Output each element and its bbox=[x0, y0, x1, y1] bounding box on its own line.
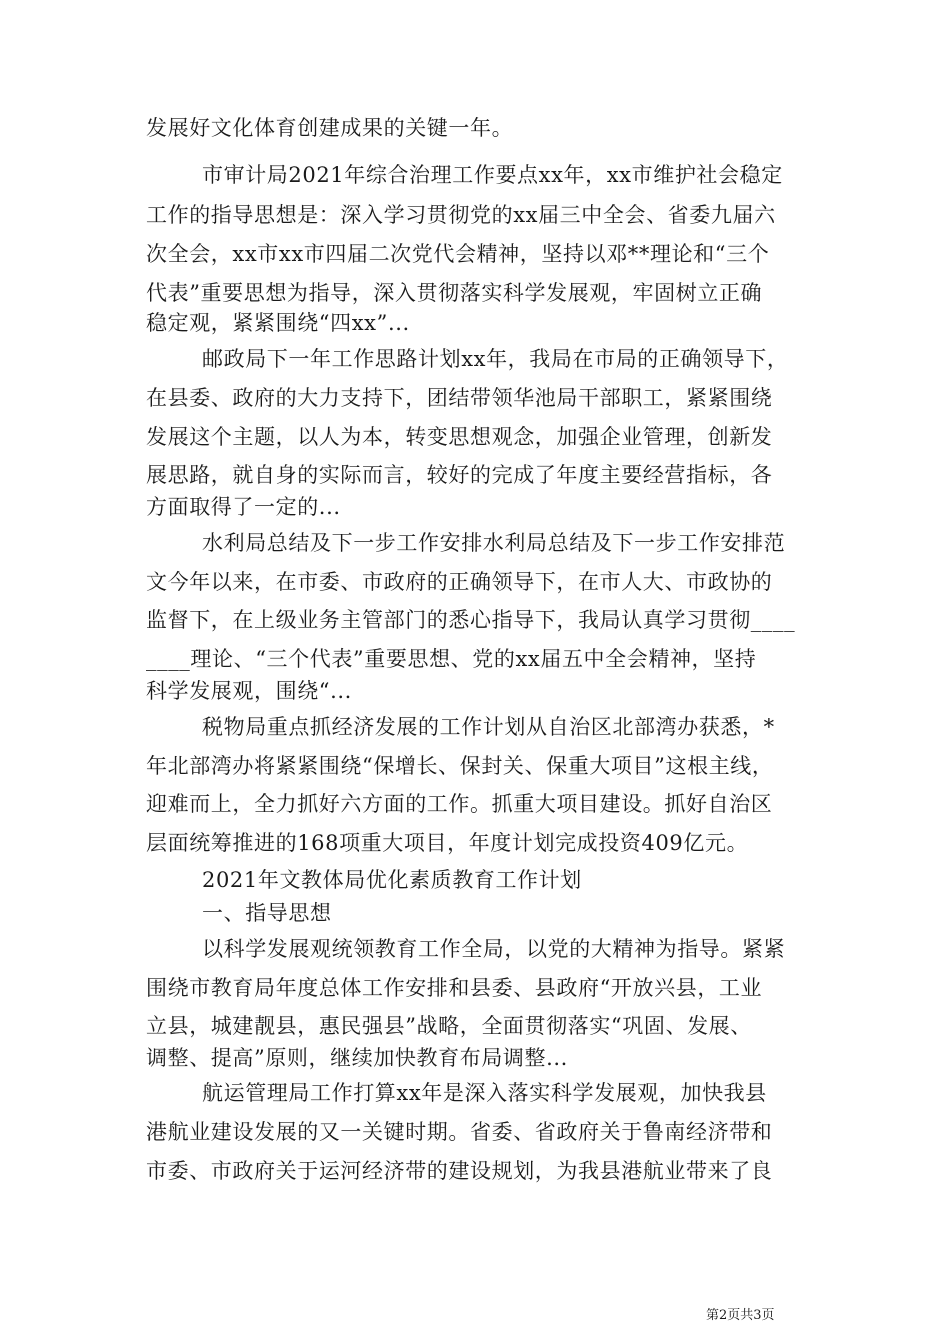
text-line: 在县委、政府的大力支持下，团结带领华池局干部职工，紧紧围绕 bbox=[146, 386, 773, 410]
text-line: 代表”重要思想为指导，深入贯彻落实科学发展观，牢固树立正确 bbox=[146, 281, 763, 305]
section-heading: 2021年文教体局优化素质教育工作计划 bbox=[202, 868, 582, 892]
text-line: 港航业建设发展的又一关键时期。省委、省政府关于鲁南经济带和 bbox=[146, 1120, 773, 1144]
text-line: 市委、市政府关于运河经济带的建设规划，为我县港航业带来了良 bbox=[146, 1159, 773, 1183]
text-line: 航运管理局工作打算xx年是深入落实科学发展观，加快我县 bbox=[202, 1081, 767, 1105]
text-line: 次全会，xx市xx市四届二次党代会精神，坚持以邓**理论和“三个 bbox=[146, 242, 770, 266]
text-line: 市审计局2021年综合治理工作要点xx年，xx市维护社会稳定 bbox=[202, 163, 783, 187]
text-line: 稳定观，紧紧围绕“四xx”... bbox=[146, 311, 410, 335]
section-subheading: 一、指导思想 bbox=[202, 901, 332, 925]
text-line: 监督下，在上级业务主管部门的悉心指导下，我局认真学习贯彻____ bbox=[146, 608, 796, 632]
text-line: 立县，城建靓县，惠民强县”战略，全面贯彻落实“巩固、发展、 bbox=[146, 1014, 752, 1038]
text-line: 工作的指导思想是：深入学习贯彻党的xx届三中全会、省委九届六 bbox=[146, 203, 776, 227]
text-line: 年北部湾办将紧紧围绕“保增长、保封关、保重大项目”这根主线， bbox=[146, 754, 774, 778]
text-line: 文今年以来，在市委、市政府的正确领导下，在市人大、市政协的 bbox=[146, 570, 773, 594]
text-line: 层面统筹推进的168项重大项目，年度计划完成投资409亿元。 bbox=[146, 831, 749, 855]
text-line: 发展好文化体育创建成果的关键一年。 bbox=[146, 116, 514, 140]
page-number: 第2页共3页 bbox=[706, 1308, 775, 1323]
text-line: 围绕市教育局年度总体工作安排和县委、县政府“开放兴县，工业 bbox=[146, 976, 763, 1000]
text-line: 方面取得了一定的... bbox=[146, 495, 341, 519]
text-line: 科学发展观，围绕“... bbox=[146, 679, 352, 703]
text-line: 以科学发展观统领教育工作全局，以党的大精神为指导。紧紧 bbox=[202, 937, 786, 961]
text-line: 水利局总结及下一步工作安排水利局总结及下一步工作安排范 bbox=[202, 531, 786, 555]
text-line: 发展这个主题，以人为本，转变思想观念，加强企业管理，创新发 bbox=[146, 425, 773, 449]
text-line: 迎难而上，全力抓好六方面的工作。抓重大项目建设。抓好自治区 bbox=[146, 792, 773, 816]
text-line: 邮政局下一年工作思路计划xx年，我局在市局的正确领导下， bbox=[202, 347, 789, 371]
text-line: 税物局重点抓经济发展的工作计划从自治区北部湾办获悉，* bbox=[202, 715, 775, 739]
text-line: 展思路，就自身的实际而言，较好的完成了年度主要经营指标，各 bbox=[146, 463, 773, 487]
text-line: ____理论、“三个代表”重要思想、党的xx届五中全会精神，坚持 bbox=[146, 647, 757, 671]
text-line: 调整、提高”原则，继续加快教育布局调整... bbox=[146, 1046, 568, 1070]
